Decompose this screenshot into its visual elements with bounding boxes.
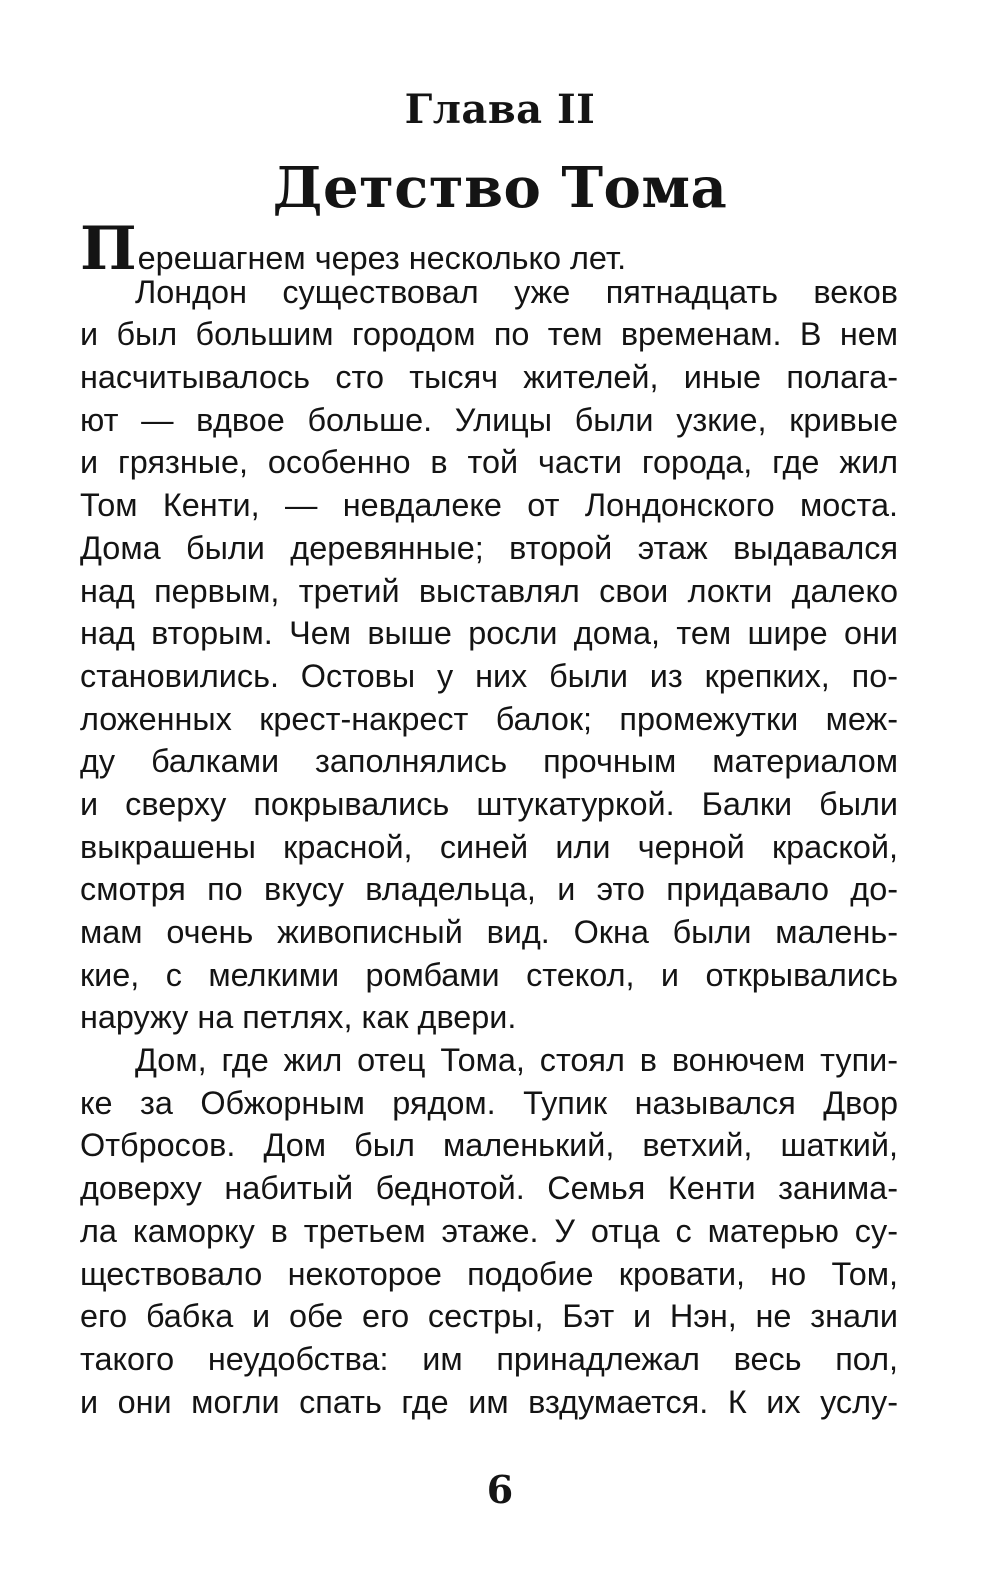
text-line: выкрашены красной, синей или черной краской, — [80, 828, 898, 865]
text-line: такого неудобства: им принадлежал весь пол, — [80, 1340, 898, 1377]
text-line: и они могли спать где им вздумается. К их услу- — [80, 1383, 898, 1420]
chapter-number: Глава II — [404, 86, 596, 133]
text-line: доверху набитый беднотой. Семья Кенти занима- — [80, 1170, 898, 1207]
text-line: и грязные, особенно в той части города, где жил — [80, 444, 898, 481]
text-line: Том Кенти, — невдалеке от Лондонского моста. — [80, 487, 898, 524]
text-line: насчитывалось сто тысяч жителей, иные полага- — [80, 359, 898, 396]
text-line: наружу на петлях, как двери. — [80, 999, 517, 1036]
text-line: Отбросов. Дом был маленький, ветхий, шаткий, — [80, 1127, 898, 1164]
text-line: над вторым. Чем выше росли дома, тем шире они — [80, 615, 898, 652]
text-line: ду балками заполнялись прочным материалом — [80, 743, 898, 780]
text-line: и сверху покрывались штукатуркой. Балки были — [80, 785, 898, 822]
text-line: ла каморку в третьем этаже. У отца с матерью су- — [80, 1212, 898, 1249]
text-line: Дом, где жил отец Тома, стоял в вонючем тупи- — [135, 1042, 898, 1079]
paragraph-1-line — [80, 214, 898, 284]
page-number: 6 — [486, 1467, 514, 1512]
paragraph-3 — [80, 1039, 898, 1423]
text-line: Лондон существовал уже пятнадцать веков — [135, 273, 898, 310]
paragraph-1 — [80, 214, 898, 284]
drop-cap: П — [80, 214, 137, 284]
text-line: ют — вдвое больше. Улицы были узкие, кривые — [80, 401, 898, 438]
chapter-title: Детство Тома — [272, 155, 728, 221]
text-line: ществовало некоторое подобие кровати, но Том, — [80, 1255, 898, 1292]
text-line: ке за Обжорным рядом. Тупик назывался Двор — [80, 1084, 898, 1121]
text-line: и был большим городом по тем временам. В нем — [80, 316, 898, 353]
text-line: становились. Остовы у них были из крепких, по- — [80, 657, 898, 694]
text-line: его бабка и обе его сестры, Бэт и Нэн, не знали — [80, 1298, 898, 1335]
text-line: кие, с мелкими ромбами стекол, и открывались — [80, 956, 898, 993]
paragraph-2 — [80, 271, 898, 1039]
text-line: ложенных крест-накрест балок; промежутки меж- — [80, 700, 898, 737]
chapter-body — [80, 214, 898, 1423]
text-line: Дома были деревянные; второй этаж выдавался — [80, 529, 898, 566]
text-line: над первым, третий выставлял свои локти далеко — [80, 572, 898, 609]
text-line: смотря по вкусу владельца, и это придавало до- — [80, 871, 898, 908]
text-line: мам очень живописный вид. Окна были малень- — [80, 914, 898, 950]
paragraph-1-text: ерешагнем через несколько лет. — [137, 240, 627, 276]
